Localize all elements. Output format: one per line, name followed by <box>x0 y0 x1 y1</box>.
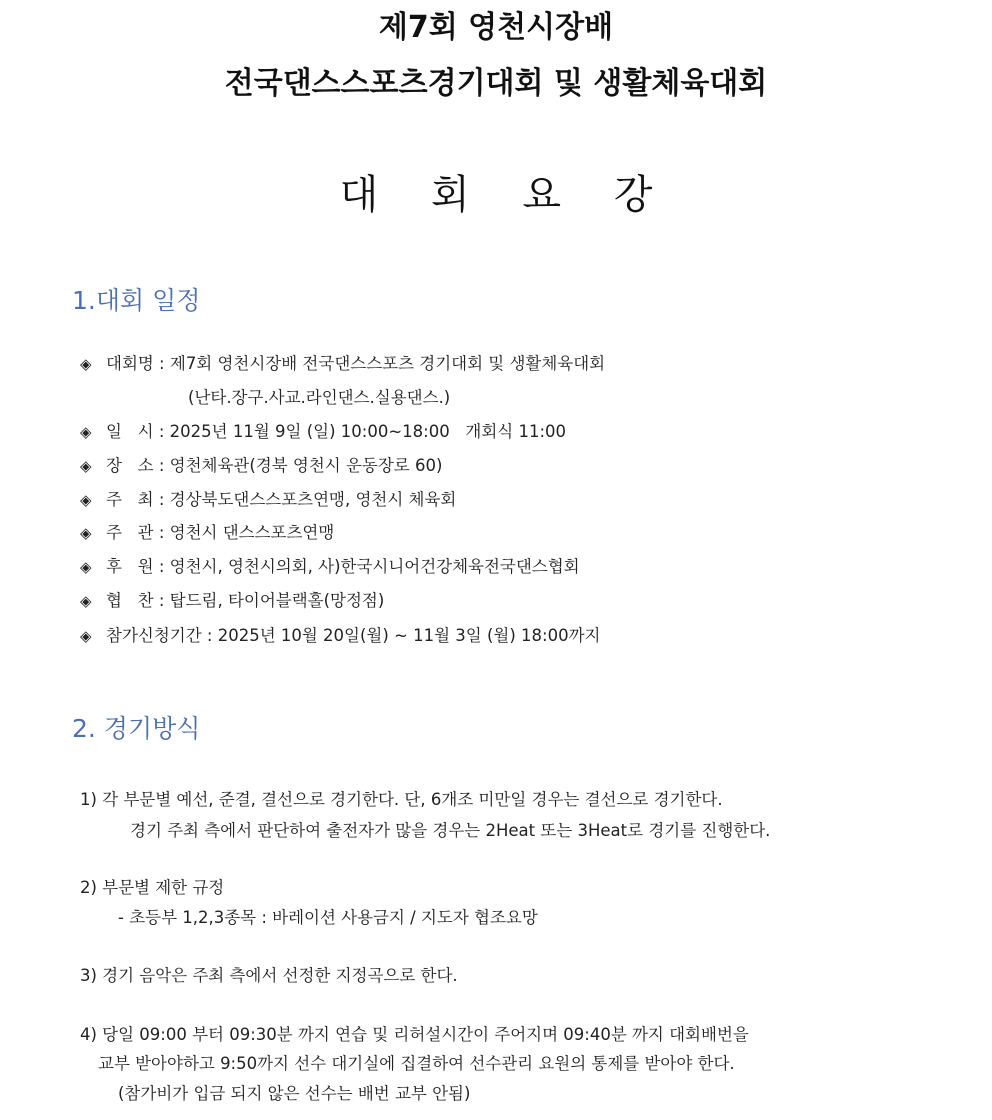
diamond-bullet-icon: ◈ <box>80 592 92 610</box>
rule-line: 경기 주최 측에서 판단하여 출전자가 많을 경우는 2Heat 또는 3Heat로 경기를 진행한다. <box>130 821 771 840</box>
list-item <box>188 388 450 408</box>
rule-line: 2) 부문별 제한 규정 <box>80 878 225 897</box>
item-value: 영천시 댄스스포츠연맹 <box>169 523 335 542</box>
item-value: 영천체육관(경북 영천시 운동장로 60) <box>169 456 443 475</box>
list-item <box>80 591 384 611</box>
item-label: 장 소 : <box>106 456 165 475</box>
diamond-bullet-icon: ◈ <box>80 457 92 475</box>
diamond-bullet-icon: ◈ <box>80 627 92 645</box>
list-item <box>80 354 605 374</box>
diamond-bullet-icon: ◈ <box>80 524 92 542</box>
page-heading: 대 회 요 강 <box>339 172 673 218</box>
section-2-title: 2. 경기방식 <box>72 714 201 743</box>
item-label: 일 시 : <box>106 422 165 441</box>
item-value: 제7회 영천시장배 전국댄스스포츠 경기대회 및 생활체육대회 <box>169 354 606 373</box>
item-value: 경상북도댄스스포츠연맹, 영천시 체육회 <box>169 490 457 509</box>
list-item <box>80 626 600 646</box>
section-1-title: 1.대회 일정 <box>72 286 201 315</box>
item-label: 주 최 : <box>106 490 165 509</box>
diamond-bullet-icon: ◈ <box>80 423 92 441</box>
item-value: 2025년 10월 20일(월) ~ 11월 3일 (월) 18:00까지 <box>217 626 601 645</box>
list-item <box>80 490 456 510</box>
list-item <box>80 523 334 543</box>
item-value: 2025년 11월 9일 (일) 10:00~18:00 개회식 11:00 <box>169 422 567 441</box>
list-item <box>80 422 566 442</box>
title-line-2: 전국댄스스포츠경기대회 및 생활체육대회 <box>224 66 768 101</box>
item-label: 참가신청기간 : <box>106 626 213 645</box>
item-value: (난타.장구.사교.라인댄스.실용댄스.) <box>188 388 451 407</box>
item-value: 탑드림, 타이어블랙홀(망정점) <box>169 591 385 610</box>
rule-line: 1) 각 부문별 예선, 준결, 결선으로 경기한다. 단, 6개조 미만일 경우는 결선으로 경기한다. <box>80 790 723 809</box>
rule-line: - 초등부 1,2,3종목 : 바레이션 사용금지 / 지도자 협조요망 <box>118 908 538 927</box>
rule-line: 4) 당일 09:00 부터 09:30분 까지 연습 및 리허설시간이 주어지며 09:40분 까지 대회배번을 <box>80 1025 749 1044</box>
item-label: 후 원 : <box>106 557 165 576</box>
item-label: 주 관 : <box>106 523 165 542</box>
diamond-bullet-icon: ◈ <box>80 491 92 509</box>
title-line-1: 제7회 영천시장배 <box>378 10 614 45</box>
diamond-bullet-icon: ◈ <box>80 558 92 576</box>
rule-line: 교부 받아야하고 9:50까지 선수 대기실에 집결하여 선수관리 요원의 통제를 받아야 한다. <box>98 1054 735 1073</box>
item-value: 영천시, 영천시의회, 사)한국시니어건강체육전국댄스협회 <box>169 557 580 576</box>
rule-line: 3) 경기 음악은 주최 측에서 선정한 지정곡으로 한다. <box>80 966 458 985</box>
list-item <box>80 456 442 476</box>
item-label: 대회명 : <box>106 354 165 373</box>
diamond-bullet-icon: ◈ <box>80 355 92 373</box>
list-item <box>80 557 580 577</box>
item-label: 협 찬 : <box>106 591 165 610</box>
rule-line: (참가비가 입금 되지 않은 선수는 배번 교부 안됨) <box>118 1084 471 1103</box>
